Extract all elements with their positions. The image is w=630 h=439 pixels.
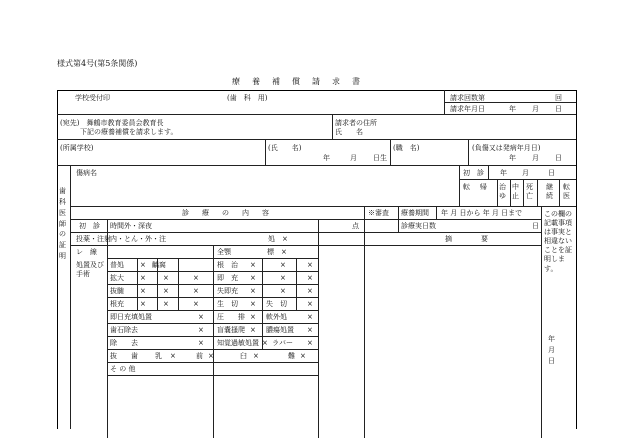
after-hours-label: 時間外・深夜 <box>110 222 152 230</box>
frame-right <box>576 90 577 429</box>
divider <box>70 232 541 233</box>
x-mark: × <box>280 274 286 282</box>
divider <box>436 206 437 219</box>
claimant-name-label: 氏 名 <box>335 128 363 136</box>
x-mark: × <box>140 261 146 269</box>
divider <box>107 349 318 350</box>
claim-month: 月 <box>532 105 539 113</box>
recipient-text: (宛先) 舞鶴市教育委員会教育長 <box>60 119 164 127</box>
item-konju: 根充 <box>110 300 124 308</box>
stamp-label: 学校受付印 <box>75 94 110 102</box>
birth-year: 年 <box>323 154 330 162</box>
divider <box>107 310 318 311</box>
cell-shitsusokuju: 失即充 <box>217 287 238 295</box>
divider <box>468 139 469 165</box>
days-label: 診療実日数 <box>401 222 436 230</box>
days-unit: 日 <box>532 222 539 230</box>
x-mark: × <box>307 300 313 308</box>
divider <box>559 179 560 206</box>
divider <box>523 179 524 206</box>
x-mark: × <box>193 287 199 295</box>
item-sokujitsu: 即日充填処置 <box>110 313 152 321</box>
item-fusho: 普処 <box>110 261 124 269</box>
outcome-ten: 転 <box>463 183 470 191</box>
injury-day: 日 <box>555 154 562 162</box>
x-mark: × <box>170 352 176 360</box>
x-mark: × <box>280 287 286 295</box>
note-day: 日 <box>548 357 555 365</box>
form-number: 様式第4号(第5条関係) <box>57 59 138 68</box>
outcome-cured: 治ゆ <box>499 183 506 201</box>
x-mark: × <box>300 352 306 360</box>
form-title: 療養補償請求書 <box>232 77 372 86</box>
school-label: (所属学校) <box>60 144 94 152</box>
medication-label: 投薬・注射 <box>76 235 111 243</box>
x-ray-label: レ 線 <box>76 248 97 256</box>
divider <box>318 219 319 438</box>
x-mark: × <box>280 261 286 269</box>
note-month: 月 <box>548 346 555 354</box>
cell-shitsusetsu: 失 切 <box>266 300 287 308</box>
injury-month: 月 <box>532 154 539 162</box>
fv-month: 月 <box>522 169 529 177</box>
x-mark: × <box>193 274 199 282</box>
divider <box>390 139 391 165</box>
treatment-label: 処 × <box>268 235 288 243</box>
injury-name-label: 傷病名 <box>76 169 97 177</box>
fv-day: 日 <box>548 169 555 177</box>
claim-date-label: 請求年月日 <box>450 105 485 113</box>
item-sonota: そ の 他 <box>110 365 136 373</box>
cell-rubber: ラバー <box>272 339 293 347</box>
divider <box>497 179 498 206</box>
divider <box>213 245 214 258</box>
procedure-label: 処置及び手術 <box>76 261 104 279</box>
review-label: ※審査 <box>368 209 389 217</box>
claim-year: 年 <box>509 105 516 113</box>
x-mark: × <box>250 300 256 308</box>
divider <box>57 114 576 115</box>
cell-mae: 前 <box>196 352 203 360</box>
divider <box>70 206 576 207</box>
x-mark: × <box>307 326 313 334</box>
birth-suffix: 日生 <box>373 154 387 162</box>
certification-vertical-label: 歯科医師の証明 <box>59 187 66 261</box>
item-batsuzui: 抜髄 <box>110 287 124 295</box>
outcome-ki: 帰 <box>480 183 487 191</box>
note-year: 年 <box>548 335 555 343</box>
divider <box>70 165 71 429</box>
divider <box>107 284 318 285</box>
row-first-visit: 初 診 <box>79 222 100 230</box>
x-mark: × <box>250 287 256 295</box>
outcome-continue: 継続 <box>546 183 553 201</box>
injury-date-label: (負傷又は発病年月日) <box>472 144 541 152</box>
fv-year: 年 <box>500 169 507 177</box>
claim-count-label: 請求回数第 <box>450 94 485 102</box>
x-mark: × <box>253 352 259 360</box>
x-mark: × <box>250 274 256 282</box>
divider <box>107 323 318 324</box>
standard-label: 標 × <box>267 248 287 256</box>
item-kakudai: 拡大 <box>110 274 124 282</box>
divider <box>57 139 576 140</box>
cell-kyu: 臼 <box>240 352 247 360</box>
divider <box>57 165 576 166</box>
birth-month: 月 <box>350 154 357 162</box>
points-header: 点 <box>352 222 359 230</box>
x-mark: × <box>307 313 313 321</box>
divider <box>537 179 538 206</box>
x-mark: × <box>307 287 313 295</box>
item-jokyo: 除 去 <box>110 339 138 347</box>
divider <box>364 245 541 246</box>
request-text: 下記の療養補償を請求します。 <box>80 128 178 136</box>
x-mark: × <box>198 313 204 321</box>
med-types: 内・とん・外・注 <box>110 235 166 243</box>
cell-monoso: 盲嚢搔爬 <box>217 326 245 334</box>
certification-note: この欄の記載事項は事実と相違ないことを証明します。 <box>544 210 572 273</box>
cell-seisetsu: 生 切 <box>217 300 238 308</box>
full-jaw-label: 全顎 <box>217 248 231 256</box>
first-visit-label: 初 診 <box>463 169 484 177</box>
period-value: 年 月 日から 年 月 日まで <box>441 209 523 217</box>
divider <box>364 206 365 438</box>
summary-label: 摘 要 <box>445 235 490 243</box>
x-mark: × <box>262 339 268 347</box>
divider <box>107 362 318 363</box>
cell-sokuju: 即 充 <box>217 274 238 282</box>
x-mark: × <box>198 326 204 334</box>
period-label: 療養期間 <box>401 209 429 217</box>
x-mark: × <box>163 287 169 295</box>
divider <box>70 219 541 220</box>
injury-year: 年 <box>509 154 516 162</box>
item-basshi: 抜 歯 <box>110 352 138 360</box>
x-mark: × <box>198 339 204 347</box>
dental-use-label: (歯 科 用) <box>227 94 268 102</box>
claim-day: 日 <box>555 105 562 113</box>
divider <box>444 102 576 103</box>
x-mark: × <box>193 300 199 308</box>
divider <box>107 219 108 438</box>
x-mark: × <box>250 326 256 334</box>
job-label: (職 名) <box>393 144 420 152</box>
divider <box>107 336 318 337</box>
name-label: (氏 名) <box>268 144 302 152</box>
x-mark: × <box>163 274 169 282</box>
divider <box>265 139 266 165</box>
cell-appai: 圧 排 <box>217 313 245 321</box>
treatment-header: 診 療 の 内 容 <box>182 209 272 217</box>
divider <box>541 206 542 438</box>
frame-top <box>57 90 576 91</box>
cell-chikaku: 知覚過敏処置 <box>217 339 259 347</box>
divider <box>107 271 318 272</box>
x-mark: × <box>140 287 146 295</box>
x-mark: × <box>307 274 313 282</box>
x-mark: × <box>307 261 313 269</box>
divider <box>107 375 318 376</box>
cell-nangaisho: 軟外処 <box>266 313 287 321</box>
divider <box>107 297 318 298</box>
x-mark: × <box>208 352 214 360</box>
x-mark: × <box>250 313 256 321</box>
divider <box>510 179 511 206</box>
outcome-died: 死亡 <box>526 183 533 201</box>
x-mark: × <box>250 261 256 269</box>
outcome-stopped: 中止 <box>512 183 519 201</box>
item-uka: 齲窩 <box>152 261 166 269</box>
divider <box>488 165 489 179</box>
divider <box>332 114 333 139</box>
item-shiseki: 歯石除去 <box>110 326 138 334</box>
x-mark: × <box>140 274 146 282</box>
claim-count-unit: 回 <box>555 94 562 102</box>
claimant-address-label: 請求者の住所 <box>335 119 377 127</box>
x-mark: × <box>307 339 313 347</box>
x-mark: × <box>140 300 146 308</box>
cell-nan: 難 <box>288 352 295 360</box>
cell-noyo: 膿瘍処置 <box>266 326 294 334</box>
cell-nyu: 乳 <box>155 352 162 360</box>
outcome-transfer: 転医 <box>563 183 570 201</box>
cell-konchi: 根 治 <box>217 261 238 269</box>
x-mark: × <box>163 300 169 308</box>
divider <box>213 258 214 438</box>
divider <box>459 165 460 206</box>
